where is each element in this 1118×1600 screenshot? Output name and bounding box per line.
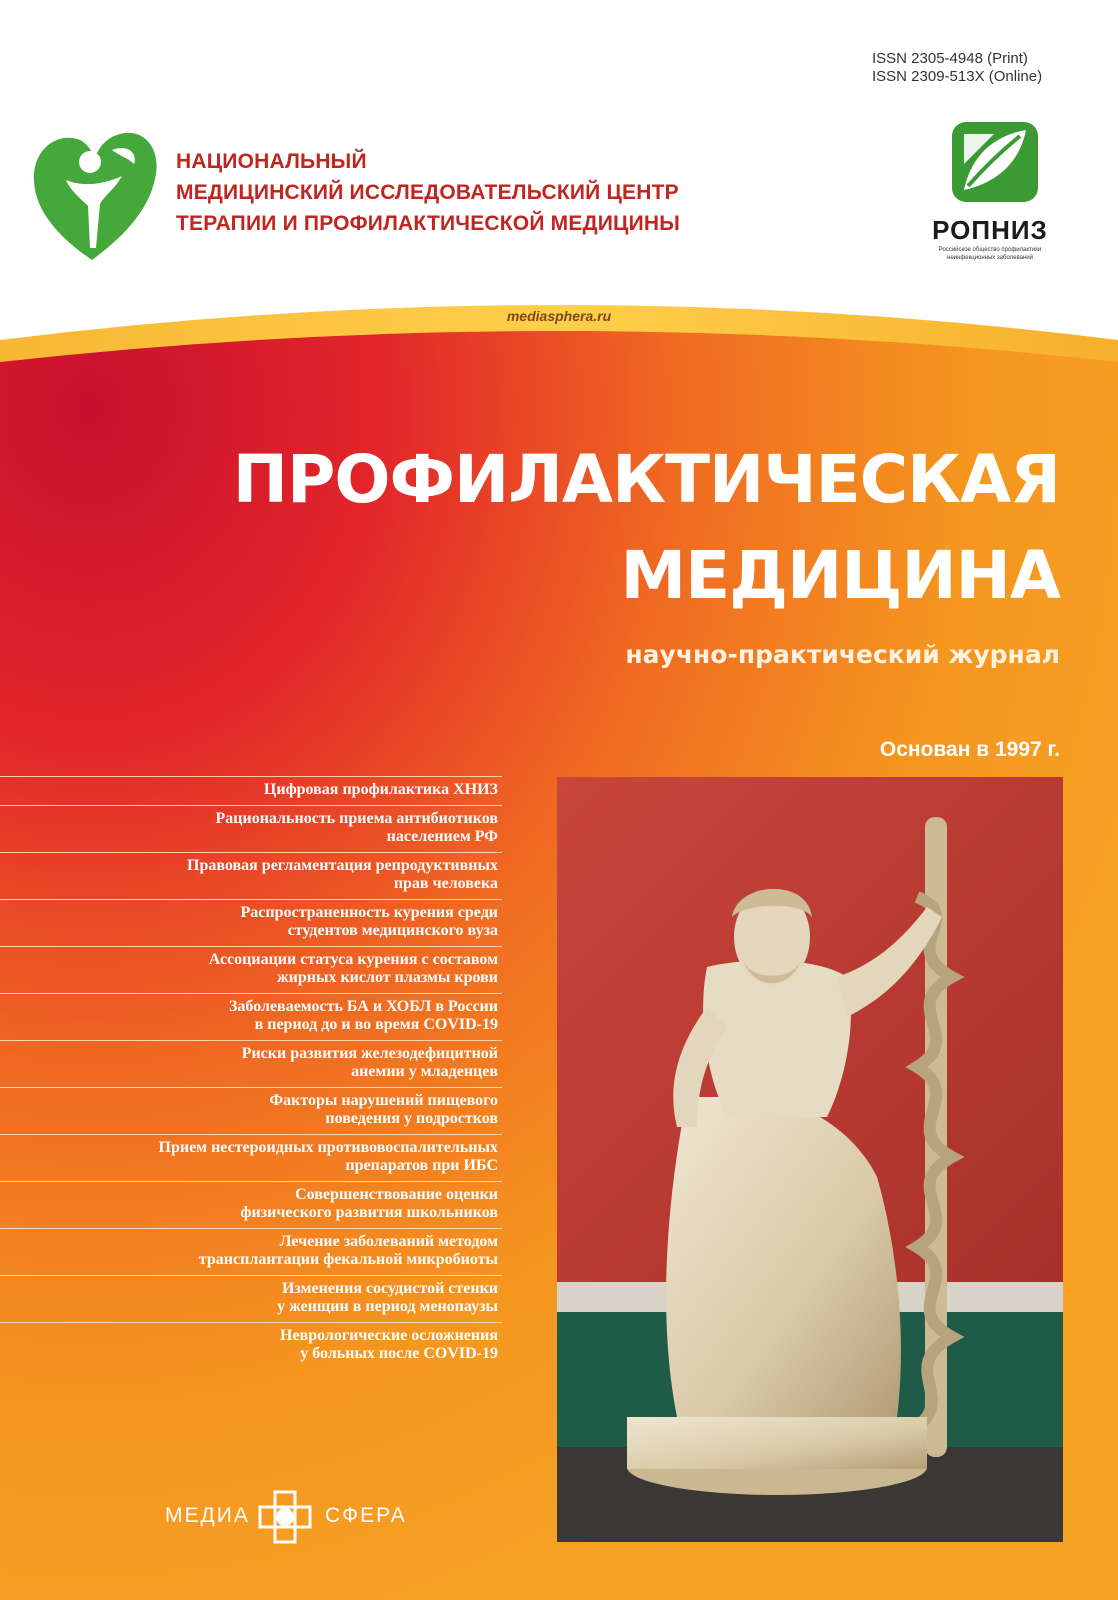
topic-line: анемии у младенцев	[351, 1063, 498, 1080]
topic-line: Совершенствование оценки	[295, 1186, 498, 1203]
topic-line: прав человека	[393, 875, 498, 892]
topic-item	[0, 993, 502, 1040]
topic-line: Прием нестероидных противовоспалительных	[158, 1139, 498, 1156]
topic-line: Распространенность курения среди	[240, 904, 498, 921]
topic-line: Рациональность приема антибиотиков	[215, 810, 498, 827]
topic-line: Неврологические осложнения	[280, 1327, 498, 1344]
topic-item	[0, 1134, 502, 1181]
ropniz-name: РОПНИЗ	[932, 215, 1048, 245]
issn-block	[872, 50, 1042, 86]
website-url[interactable]: mediasphera.ru	[506, 308, 612, 324]
topic-item	[0, 852, 502, 899]
topic-item	[0, 1181, 502, 1228]
topic-line: поведения у подростков	[325, 1110, 498, 1127]
topic-line: Заболеваемость БА и ХОБЛ в России	[228, 998, 498, 1015]
center-name-line: МЕДИЦИНСКИЙ ИССЛЕДОВАТЕЛЬСКИЙ ЦЕНТР	[176, 181, 679, 204]
ropniz-subtitle-line: неинфекционных заболеваний	[947, 255, 1033, 261]
issn-print: ISSN 2305-4948 (Print)	[872, 50, 1028, 67]
topic-item	[0, 946, 502, 993]
research-center-logo	[30, 128, 160, 263]
publisher-cross-icon	[257, 1490, 313, 1544]
topic-line: Факторы нарушений пищевого	[269, 1092, 498, 1109]
topic-line: у больных после COVID-19	[300, 1345, 498, 1362]
topic-line: студентов медицинского вуза	[287, 922, 498, 939]
topic-line: Изменения сосудистой стенки	[281, 1280, 498, 1297]
center-name-line: ТЕРАПИИ И ПРОФИЛАКТИЧЕСКОЙ МЕДИЦИНЫ	[176, 212, 680, 235]
topic-line: жирных кислот плазмы крови	[277, 969, 498, 986]
topic-line: населением РФ	[386, 828, 498, 845]
topic-line: Правовая регламентация репродуктивных	[187, 857, 498, 874]
topic-line: физического развития школьников	[240, 1204, 498, 1221]
founded-year: Основан в 1997 г.	[879, 738, 1060, 761]
topic-line: у женщин в период менопаузы	[277, 1298, 498, 1315]
issn-online: ISSN 2309-513X (Online)	[872, 68, 1043, 85]
publisher-name-right: СФЕРА	[325, 1504, 407, 1527]
topic-item	[0, 1275, 502, 1322]
topic-line: Лечение заболеваний методом	[279, 1233, 498, 1250]
topic-item	[0, 1087, 502, 1134]
topics-list	[0, 776, 502, 1369]
topic-line: трансплантации фекальной микробиоты	[198, 1251, 498, 1268]
topic-item	[0, 1322, 502, 1369]
asclepius-statue-photo	[557, 777, 1063, 1542]
center-name-line: НАЦИОНАЛЬНЫЙ	[176, 150, 367, 173]
publisher-name-left: МЕДИА	[165, 1504, 250, 1527]
ropniz-subtitle-line: Российское общество профилактики	[938, 247, 1042, 253]
journal-subtitle: научно-практический журнал	[625, 640, 1060, 669]
ropniz-subtitle	[915, 246, 1065, 262]
topic-item	[0, 1040, 502, 1087]
journal-title-line1: ПРОФИЛАКТИЧЕСКАЯ	[232, 441, 1060, 518]
journal-title	[233, 432, 1060, 624]
topic-item	[0, 776, 502, 805]
topic-line: в период до и во время COVID-19	[254, 1016, 498, 1033]
topic-line: Риски развития железодефицитной	[241, 1045, 498, 1062]
topic-line: Цифровая профилактика ХНИЗ	[263, 781, 498, 798]
topic-item	[0, 805, 502, 852]
topic-item	[0, 1228, 502, 1275]
topic-item	[0, 899, 502, 946]
research-center-name	[176, 146, 680, 239]
journal-title-line2: МЕДИЦИНА	[620, 537, 1060, 614]
topic-line: препаратов при ИБС	[345, 1157, 498, 1174]
publisher-logo	[165, 1490, 415, 1540]
ropniz-logo	[950, 120, 1040, 204]
topic-line: Ассоциации статуса курения с составом	[208, 951, 498, 968]
